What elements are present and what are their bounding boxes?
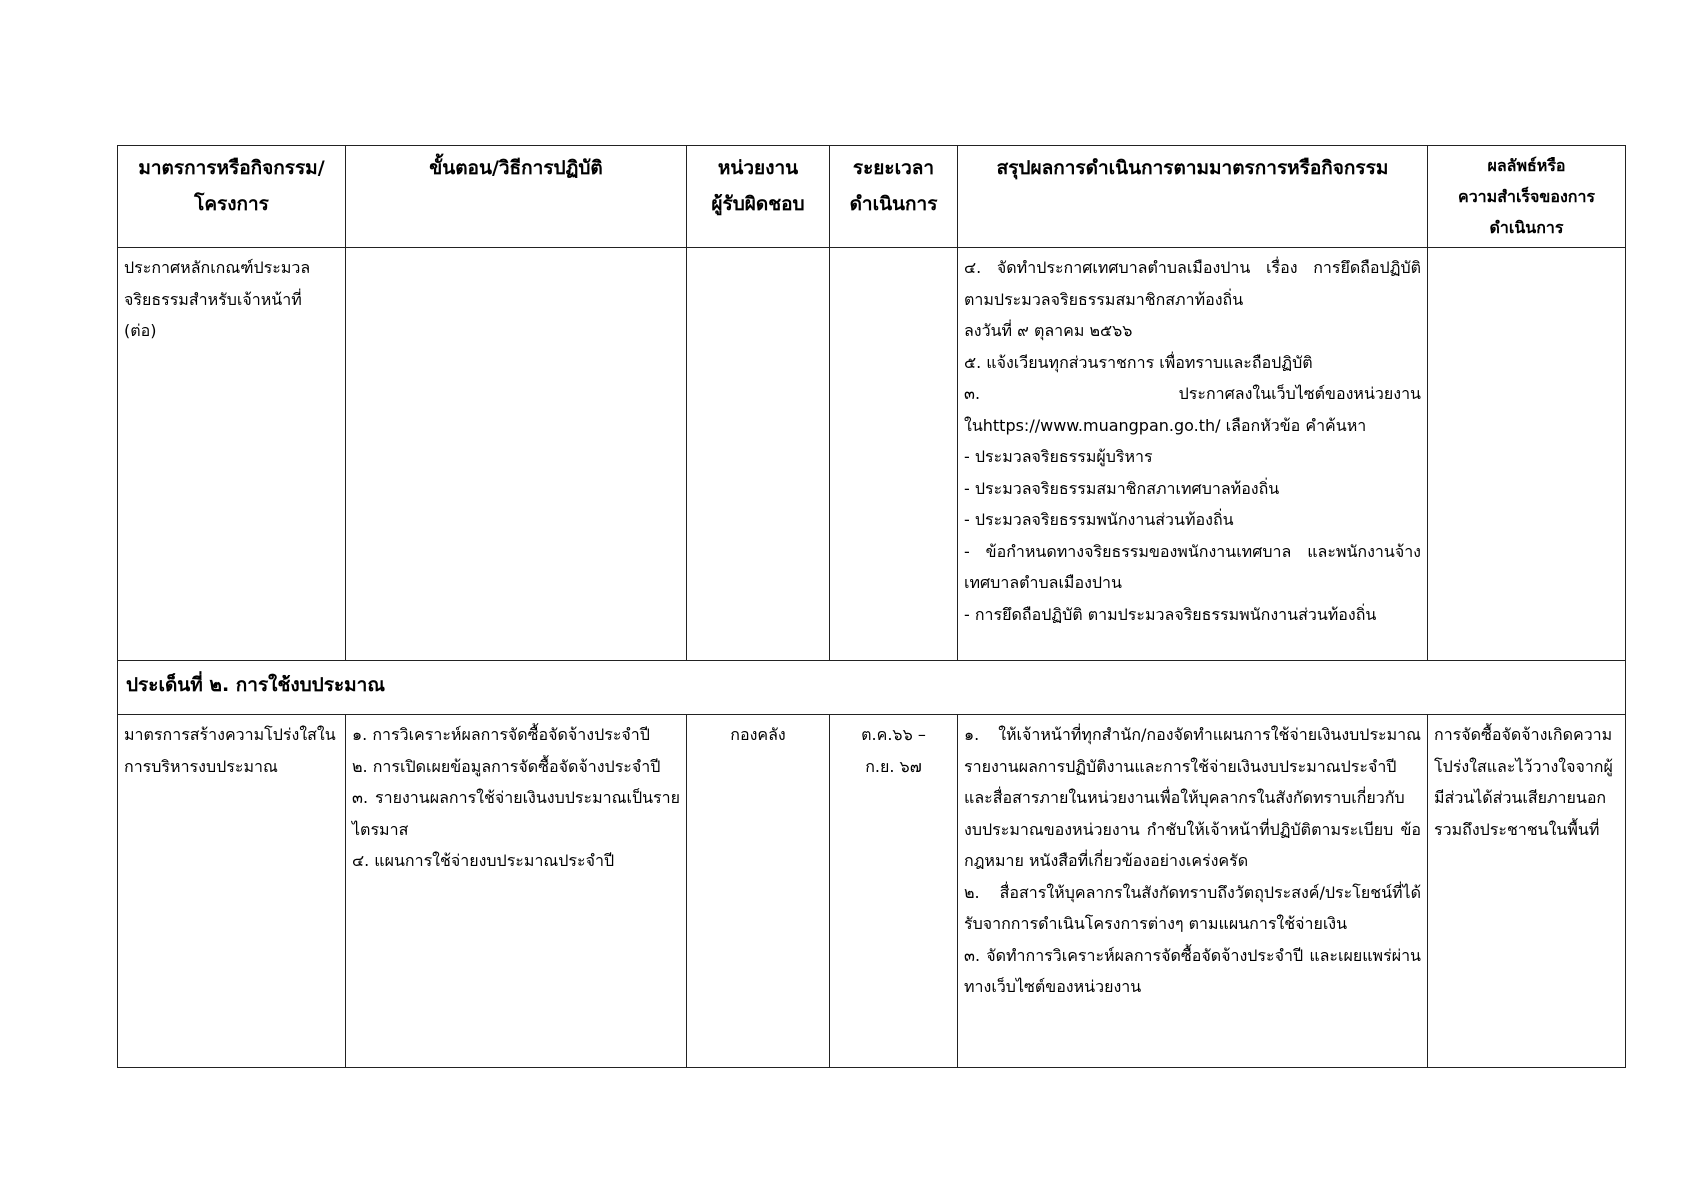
- header-summary: สรุปผลการดำเนินการตามมาตรการหรือกิจกรรม: [958, 146, 1428, 248]
- summary-line: - การยึดถือปฏิบัติ ตามประมวลจริยธรรมพนักงานส่วนท้องถิ่น: [964, 604, 1377, 624]
- section-title: ประเด็นที่ ๒. การใช้งบประมาณ: [118, 661, 1626, 715]
- summary-line: ๒. สื่อสารให้บุคลากรในสังกัดทราบถึงวัตถุประสงค์/ประโยชน์ที่ได้รับจากการดำเนินโครงการต่างๆ ตามแผนการใช้จ่ายเงิน: [964, 882, 1421, 933]
- summary-line: ๕. แจ้งเวียนทุกส่วนราชการ เพื่อทราบและถือปฏิบัติ: [964, 352, 1313, 372]
- section-row: [118, 661, 1626, 715]
- row2-summary: [958, 715, 1428, 1068]
- step-line: ๑. การวิเคราะห์ผลการจัดซื้อจัดจ้างประจำปี: [352, 725, 650, 744]
- header-steps: ขั้นตอน/วิธีการปฏิบัติ: [346, 146, 687, 248]
- row1-steps: [346, 248, 687, 661]
- row2-period: ต.ค.๖๖ – ก.ย. ๖๗: [830, 715, 958, 1068]
- summary-line: ๔. จัดทำประกาศเทศบาลตำบลเมืองปาน เรื่อง การยึดถือปฏิบัติ ตามประมวลจริยธรรมสมาชิกสภาท้องถิ่น: [964, 258, 1421, 309]
- summary-line: ๓. จัดทำการวิเคราะห์ผลการจัดซื้อจัดจ้างประจำปี และเผยแพร่ผ่านทางเว็บไซต์ของหน่วยงาน: [964, 945, 1421, 996]
- measures-table: [117, 145, 1626, 1068]
- summary-line: ๓. ประกาศลงในเว็บไซต์ของหน่วยงาน: [964, 384, 1421, 403]
- row2-steps: [346, 715, 687, 1068]
- document-sheet: [117, 145, 1626, 1068]
- summary-line: ๑. ให้เจ้าหน้าที่ทุกสำนัก/กองจัดทำแผนการใช้จ่ายเงินงบประมาณ รายงานผลการปฏิบัติงานและการใช้จ่ายเงินงบประมาณประจำปี และสื่อสารภายในหน่วยงานเพื่อให้บุคลากรในสังกัดทราบเกี่ยวกับงบประมาณของหน่วยงาน กำชับให้เจ้าหน้าที่ปฏิบัติตามระเบียบ ข้อกฎหมาย หนังสือที่เกี่ยวข้องอย่างเคร่งครัด: [964, 725, 1421, 870]
- header-row: [118, 146, 1626, 248]
- summary-line: - ประมวลจริยธรรมพนักงานส่วนท้องถิ่น: [964, 510, 1234, 529]
- row2-measure: มาตรการสร้างความโปร่งใสในการบริหารงบประมาณ: [118, 715, 346, 1068]
- summary-line: - ประมวลจริยธรรมสมาชิกสภาเทศบาลท้องถิ่น: [964, 478, 1280, 498]
- summary-line: ในhttps://www.muangpan.go.th/ เลือกหัวข้อ คำค้นหา: [964, 415, 1367, 435]
- row1-result: [1428, 248, 1626, 661]
- summary-line: ลงวันที่ ๙ ตุลาคม ๒๕๖๖: [964, 321, 1133, 340]
- row1-summary: [958, 248, 1428, 661]
- row2-unit: กองคลัง: [687, 715, 830, 1068]
- step-line: ๔. แผนการใช้จ่ายงบประมาณประจำปี: [352, 851, 615, 870]
- step-line: ๒. การเปิดเผยข้อมูลการจัดซื้อจัดจ้างประจำปี: [352, 756, 661, 776]
- row2-result: การจัดซื้อจัดจ้างเกิดความโปร่งใสและไว้วางใจจากผู้มีส่วนได้ส่วนเสียภายนอก รวมถึงประชาชนในพื้นที่: [1428, 715, 1626, 1068]
- table-row: [118, 715, 1626, 1068]
- row1-period: [830, 248, 958, 661]
- step-line: ๓. รายงานผลการใช้จ่ายเงินงบประมาณเป็นรายไตรมาส: [352, 788, 680, 839]
- table-row: [118, 248, 1626, 661]
- header-period: ระยะเวลา ดำเนินการ: [830, 146, 958, 248]
- row1-unit: [687, 248, 830, 661]
- header-unit: หน่วยงาน ผู้รับผิดชอบ: [687, 146, 830, 248]
- summary-line: - ข้อกำหนดทางจริยธรรมของพนักงานเทศบาล และพนักงานจ้าง เทศบาลตำบลเมืองปาน: [964, 541, 1421, 592]
- header-measure: มาตรการหรือกิจกรรม/ โครงการ: [118, 146, 346, 248]
- header-result: ผลลัพธ์หรือ ความสำเร็จของการ ดำเนินการ: [1428, 146, 1626, 248]
- summary-line: - ประมวลจริยธรรมผู้บริหาร: [964, 447, 1153, 466]
- row1-measure: ประกาศหลักเกณฑ์ประมวลจริยธรรมสำหรับเจ้าหน้าที่ (ต่อ): [118, 248, 346, 661]
